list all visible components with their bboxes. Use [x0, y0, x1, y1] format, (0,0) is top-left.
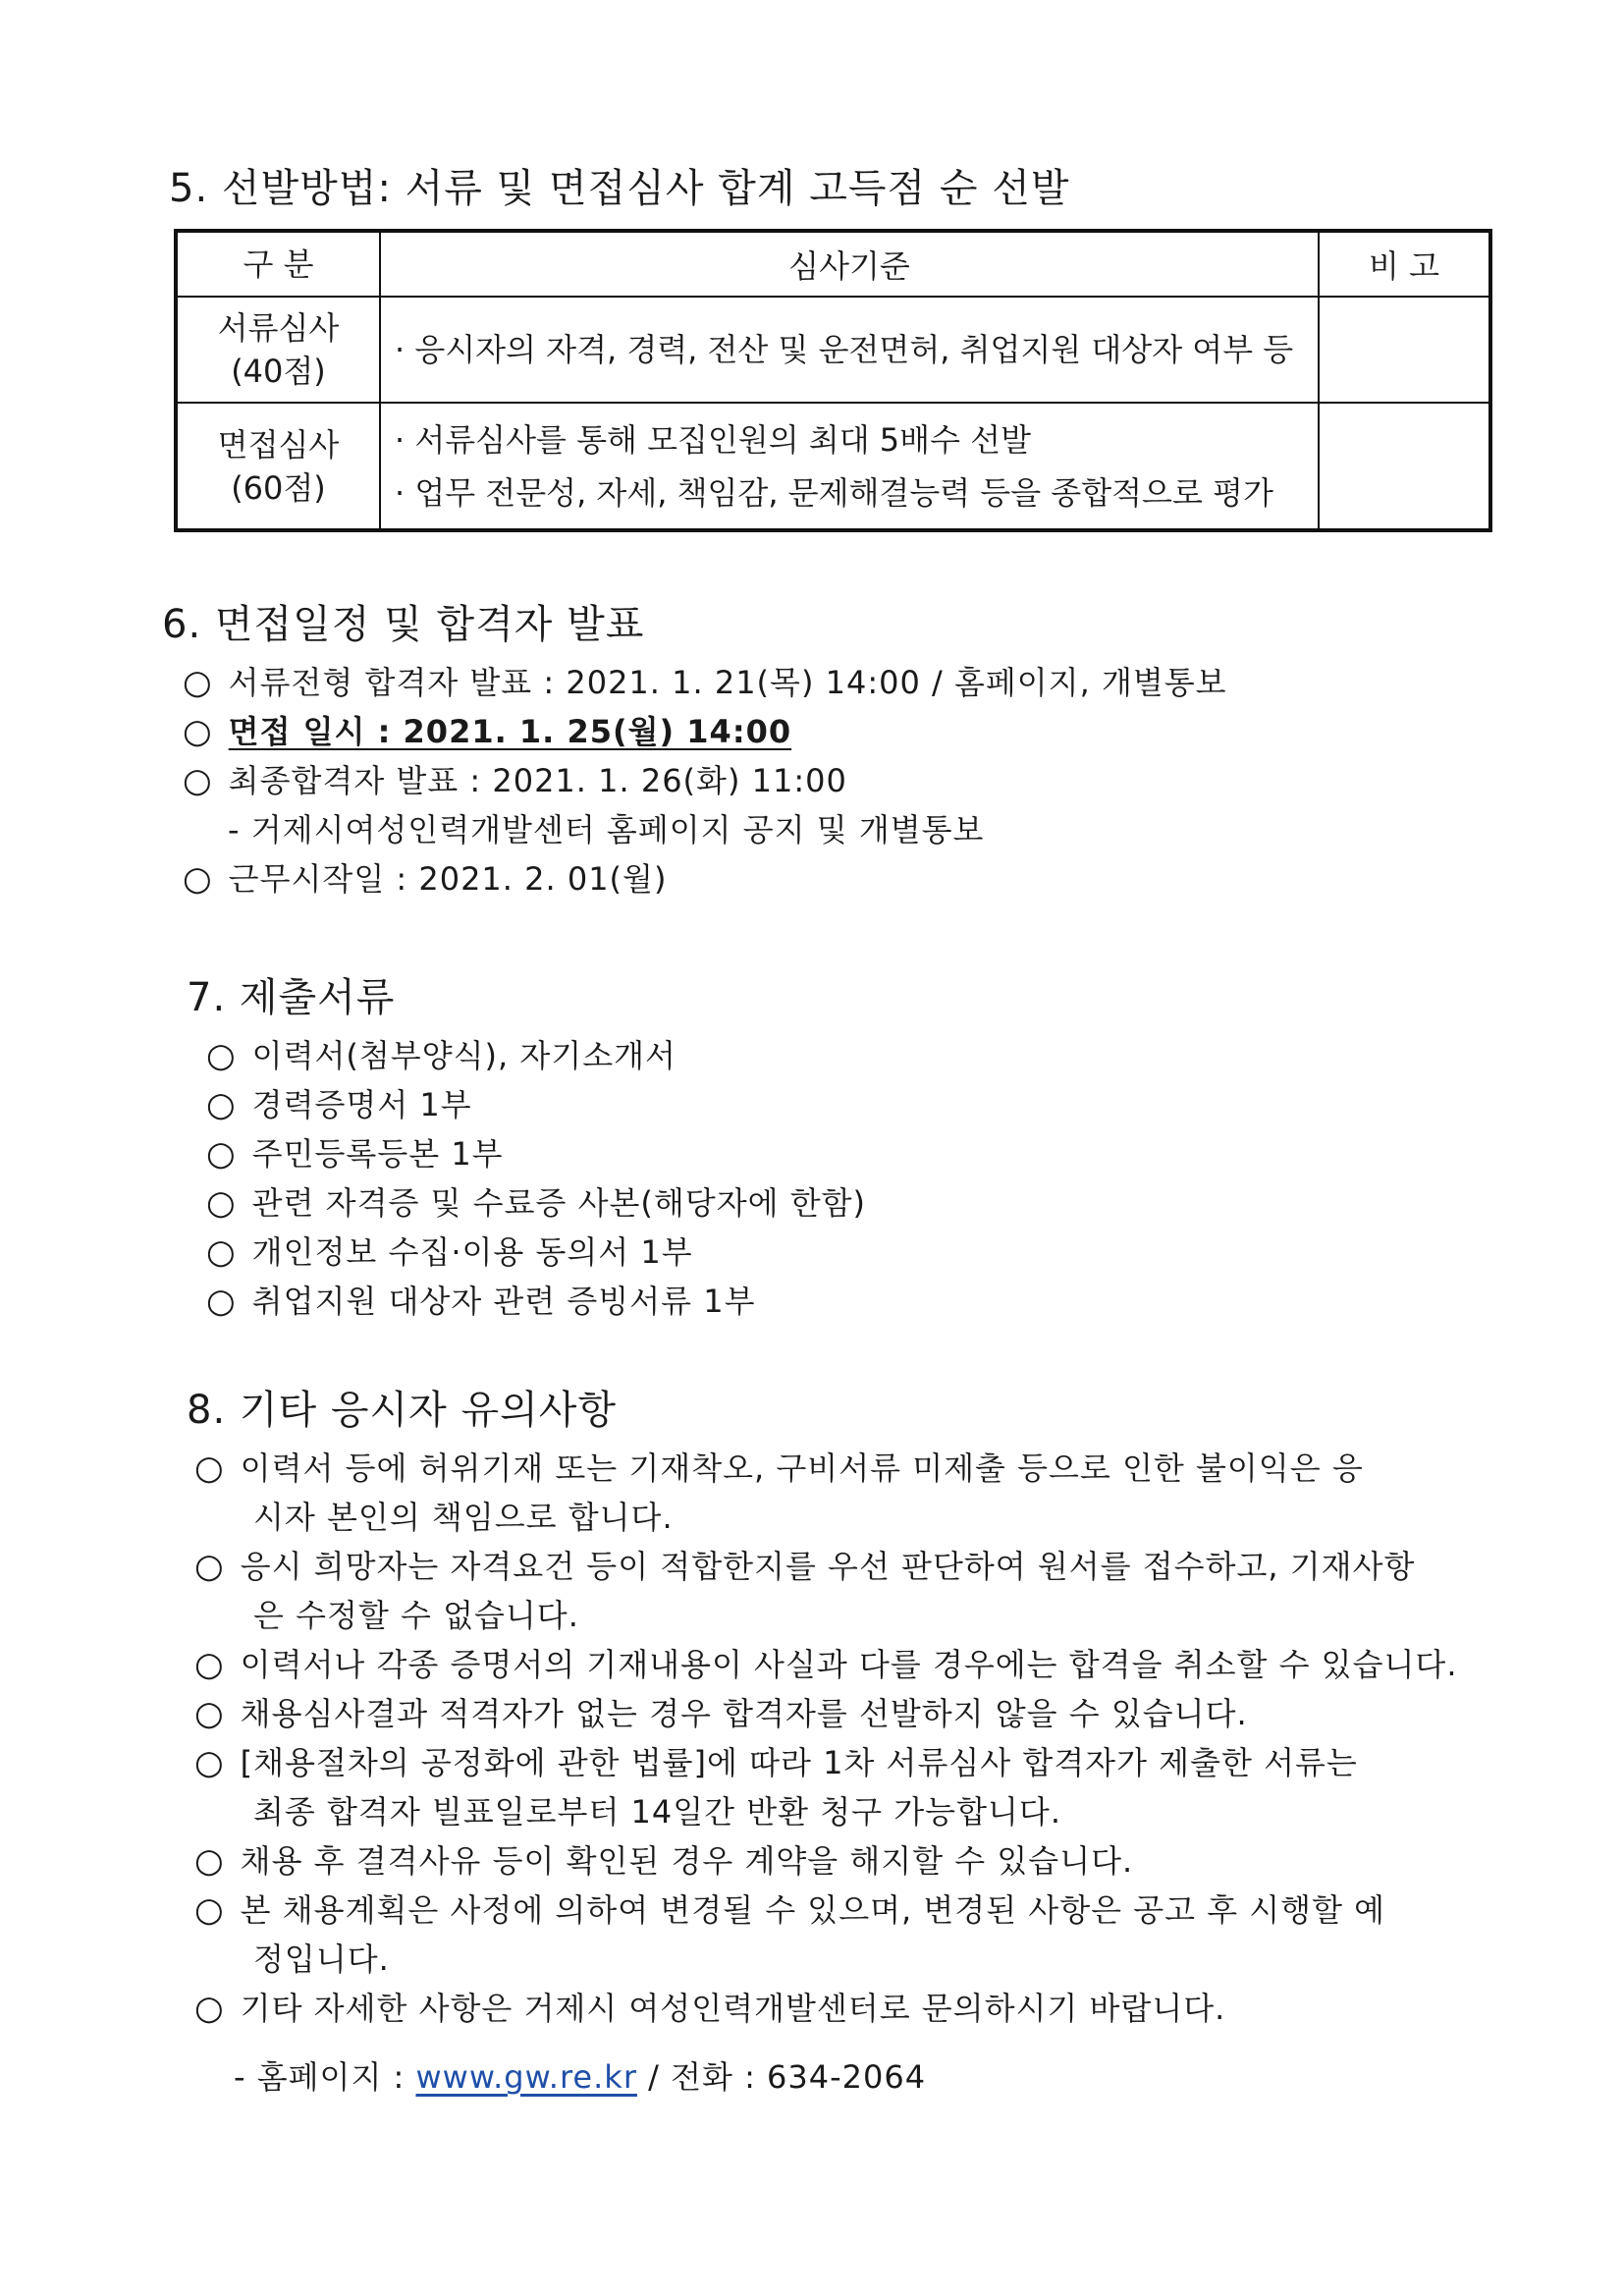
list-item	[206, 1080, 472, 1125]
homepage-link[interactable]: www.gw.re.kr	[415, 2058, 637, 2096]
circle-bullet-icon: ○	[206, 1134, 237, 1174]
circle-bullet-icon: ○	[194, 1645, 225, 1684]
list-item-text: 주민등록등본 1부	[251, 1135, 504, 1173]
list-item	[194, 1836, 1133, 1882]
circle-bullet-icon: ○	[206, 1036, 237, 1075]
circle-bullet-icon: ○	[194, 1989, 225, 2028]
circle-bullet-icon: ○	[206, 1282, 237, 1321]
list-item-text: 이력서(첨부양식), 자기소개서	[251, 1037, 676, 1074]
criteria-line: · 업무 전문성, 자세, 책임감, 문제해결능력 등을 종합적으로 평가	[395, 473, 1273, 512]
list-item-text: 면접 일시 : 2021. 1. 25(월) 14:00	[228, 713, 792, 750]
list-item	[194, 1689, 1248, 1734]
list-item-continuation: 정입니다.	[253, 1941, 390, 1978]
section8-title: 8. 기타 응시자 유의사항	[187, 1388, 618, 1433]
contact-line	[234, 2052, 926, 2098]
list-item	[206, 1178, 866, 1224]
circle-bullet-icon: ○	[206, 1232, 237, 1272]
list-item-text: 취업지원 대상자 관련 증빙서류 1부	[251, 1283, 756, 1320]
list-item-text: 이력서나 각종 증명서의 기재내용이 사실과 다를 경우에는 합격을 취소할 수 있습니다.	[240, 1646, 1458, 1683]
list-item	[194, 1542, 1415, 1587]
section5-title: 5. 선발방법: 서류 및 면접심사 합계 고득점 순 선발	[169, 166, 1070, 211]
list-item	[183, 658, 1227, 703]
list-item	[183, 854, 667, 900]
list-item-text: 서류전형 합격자 발표 : 2021. 1. 21(목) 14:00 / 홈페이지, 개별통보	[228, 664, 1227, 701]
circle-bullet-icon: ○	[183, 663, 213, 702]
list-item-text: 개인정보 수집·이용 동의서 1부	[251, 1233, 693, 1271]
circle-bullet-icon: ○	[206, 1085, 237, 1124]
list-item-text: 기타 자세한 사항은 거제시 여성인력개발센터로 문의하시기 바랍니다.	[240, 1990, 1226, 2027]
list-item-text: 채용 후 결격사유 등이 확인된 경우 계약을 해지할 수 있습니다.	[240, 1842, 1134, 1880]
contact-suffix: / 전화 : 634-2064	[636, 2058, 927, 2096]
selection-table	[174, 229, 1492, 532]
table-header-row	[176, 231, 1490, 297]
list-item-text: 채용심사결과 적격자가 없는 경우 합격자를 선발하지 않을 수 있습니다.	[240, 1695, 1248, 1732]
category-label: 서류심사	[217, 309, 340, 347]
table-header-note: 비 고	[1319, 231, 1490, 297]
table-header-criteria: 심사기준	[380, 231, 1319, 297]
section7-title: 7. 제출서류	[187, 975, 396, 1020]
list-item	[206, 1228, 693, 1273]
list-item	[206, 1129, 504, 1175]
list-item-text: 관련 자격증 및 수료증 사본(해당자에 한함)	[251, 1184, 867, 1222]
table-cell-note	[1319, 297, 1490, 403]
circle-bullet-icon: ○	[194, 1449, 225, 1488]
circle-bullet-icon: ○	[194, 1743, 225, 1782]
table-cell-category	[176, 403, 380, 530]
list-item-continuation: 은 수정할 수 없습니다.	[253, 1597, 579, 1634]
category-label: 면접심사	[217, 425, 340, 464]
circle-bullet-icon: ○	[194, 1694, 225, 1733]
list-item	[194, 1640, 1458, 1685]
list-item-text: 경력증명서 1부	[251, 1086, 472, 1123]
list-item	[206, 1277, 756, 1322]
list-item-text: 본 채용계획은 사정에 의하여 변경될 수 있으며, 변경된 사항은 공고 후 시행할 예	[240, 1891, 1386, 1929]
list-item-continuation: 최종 합격자 빌표일로부터 14일간 반환 청구 가능합니다.	[253, 1793, 1061, 1831]
table-cell-note	[1319, 403, 1490, 530]
list-item-text: 응시 희망자는 자격요건 등이 적합한지를 우선 판단하여 원서를 접수하고, 기재사항	[240, 1548, 1416, 1585]
list-item-sub: - 거제시여성인력개발센터 홈페이지 공지 및 개별통보	[228, 811, 985, 848]
table-cell-criteria	[380, 403, 1319, 530]
circle-bullet-icon: ○	[194, 1890, 225, 1930]
criteria-line: · 응시자의 자격, 경력, 전산 및 운전면허, 취업지원 대상자 여부 등	[395, 331, 1294, 368]
table-row	[176, 403, 1490, 530]
circle-bullet-icon: ○	[206, 1183, 237, 1223]
list-item	[183, 756, 847, 801]
category-score: (60점)	[231, 468, 326, 507]
list-item	[194, 1886, 1385, 1931]
circle-bullet-icon: ○	[194, 1841, 225, 1881]
criteria-line: · 서류심사를 통해 모집인원의 최대 5배수 선발	[395, 420, 1031, 459]
table-cell-category	[176, 297, 380, 403]
table-cell-criteria	[380, 297, 1319, 403]
list-item	[194, 1738, 1358, 1783]
list-item-text: 최종합격자 발표 : 2021. 1. 26(화) 11:00	[228, 762, 847, 799]
category-score: (40점)	[231, 353, 326, 390]
list-item	[206, 1031, 676, 1076]
list-item	[194, 1444, 1364, 1489]
list-item-continuation: 시자 본인의 책임으로 합니다.	[253, 1499, 674, 1536]
circle-bullet-icon: ○	[183, 859, 213, 899]
table-header-category: 구 분	[176, 231, 380, 297]
circle-bullet-icon: ○	[194, 1547, 225, 1586]
section6-title: 6. 면접일정 및 합격자 발표	[162, 602, 645, 647]
list-item	[194, 1984, 1225, 2029]
circle-bullet-icon: ○	[183, 712, 213, 751]
table-row	[176, 297, 1490, 403]
list-item-text: [채용절차의 공정화에 관한 법률]에 따라 1차 서류심사 합격자가 제출한 서류는	[240, 1744, 1358, 1781]
contact-prefix: - 홈페이지 :	[234, 2058, 416, 2096]
list-item-text: 이력서 등에 허위기재 또는 기재착오, 구비서류 미제출 등으로 인한 불이익은 응	[240, 1449, 1364, 1487]
list-item-text: 근무시작일 : 2021. 2. 01(월)	[228, 860, 668, 898]
circle-bullet-icon: ○	[183, 761, 213, 800]
list-item-highlighted	[183, 707, 791, 752]
